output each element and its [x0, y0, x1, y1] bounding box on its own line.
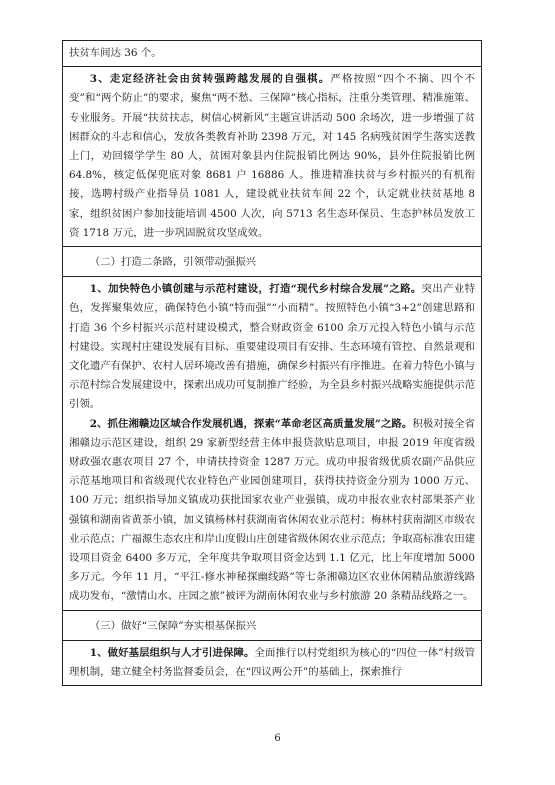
- paragraph-text: 扶贫车间达 36 个。: [69, 47, 162, 59]
- page-number: 6: [274, 733, 281, 744]
- paragraph: [69, 280, 475, 414]
- paragraph: [69, 70, 475, 243]
- section-heading-3: （三）做好“三保障”夯实根基保振兴: [63, 611, 481, 641]
- paragraph: [69, 644, 475, 682]
- paragraph-block-3: [63, 67, 481, 247]
- paragraph-heading: 1、做好基层组织与人才引进保障。: [89, 646, 255, 659]
- paragraph-body: 积极对接全省湘赣边示范区建设，组织 29 家新型经营主体申报贷款贴息项目，申报 2019 年度省级财政强农惠农项目 27 个，申请扶持资金 1287 万元。成功申报省级优质农副产品供应示范基地项目和省级现代农业特色产业园创建项目，获得扶持资金分别为 1000 万元、100 万元；组织指导加义镇成功获批国家农业产业强镇，成功申报农业农村部果茶产业强镇和湖南省黄茶小镇，加义镇杨林村获湖南省休闲农业示范村；梅林村获南湖区市级农业示范点；广福源生态农庄和岸山度假山庄创建省级休闲农业示范点；争取高标准农田建设项目资金 6400 多万元，全年度共争取项目资金达到 1.1 亿元，比上年度增加 5000 多万元。今年 11 月，“平江-修水神秘探幽线路”等七条湘赣边区农业休闲精品旅游线路成功发布，“激情山水、庄园之旅”被评为湖南休闲农业与乡村旅游 20 条精品线路之一。: [69, 417, 476, 603]
- paragraph-heading: 2、抓住湘赣边区域合作发展机遇，探索“革命老区高质量发展”之路。: [89, 417, 413, 430]
- paragraph-body: 严格按照“四个不摘、四个不变”和“两个防止”的要求，聚焦“两不愁、三保障”核心指标，注重分类管理、精准施策、专业服务。开展“扶贫扶志，树信心树新风”主题宣讲活动 500 余场次，进一步增强了贫困群众的斗志和信心，发放各类教育补助 2398 万元，对 145 名病残贫困学生落实送教上门，劝回辍学学生 80 人，贫困对象县内住院报销比例达 90%，县外住院报销比例 64.8%，核定低保兜底对象 8681 户 16886 人。推进精准扶贫与乡村振兴的有机衔接，选聘村级产业指导员 1081 人，建设就业扶贫车间 22 个，认定就业扶贫基地 8 家，组织贫困户参加技能培训 4500 人次，向 5713 名生态环保员、生态护林员发放工资 1718 万元，进一步巩固脱贫攻坚成效。: [69, 73, 476, 239]
- paragraph-block-4: [63, 277, 481, 610]
- paragraph-body: 全面推行以村党组织为核心的“四位一体”村级管理机制，建立健全村务监督委员会，在“四议两公开”的基础上，探索推行: [69, 646, 476, 679]
- paragraph: [69, 415, 475, 607]
- paragraph-heading: 1、加快特色小镇创建与示范村建设，打造“现代乡村综合发展”之路。: [89, 283, 422, 296]
- continued-paragraph: [63, 41, 481, 67]
- section-heading-2: （二）打造二条路，引领带动强振兴: [63, 247, 481, 277]
- paragraph-heading: 3、走定经济社会由贫转强跨越发展的自强棋。: [89, 73, 331, 86]
- document-table: [62, 40, 482, 686]
- paragraph-body: 突出产业特色，发挥聚集效应，确保特色小镇“特而强”“小而精”。按照特色小镇“3+2”创建思路和打造 36 个乡村振兴示范村建设模式，整合财政资金 6100 余万元投入特色小镇与示范村建设。实现村庄建设发展有目标、重要建设项目有安排、生态环境有管控、自然景观和文化遗产有保护、农村人居环境改善有措施，确保乡村振兴有序推进。在着力特色小镇与示范村综合发展建设中，探索出成功可复制推广经验，为全县乡村振兴战略实施提供示范引领。: [69, 283, 475, 411]
- paragraph-block-6: [63, 641, 481, 685]
